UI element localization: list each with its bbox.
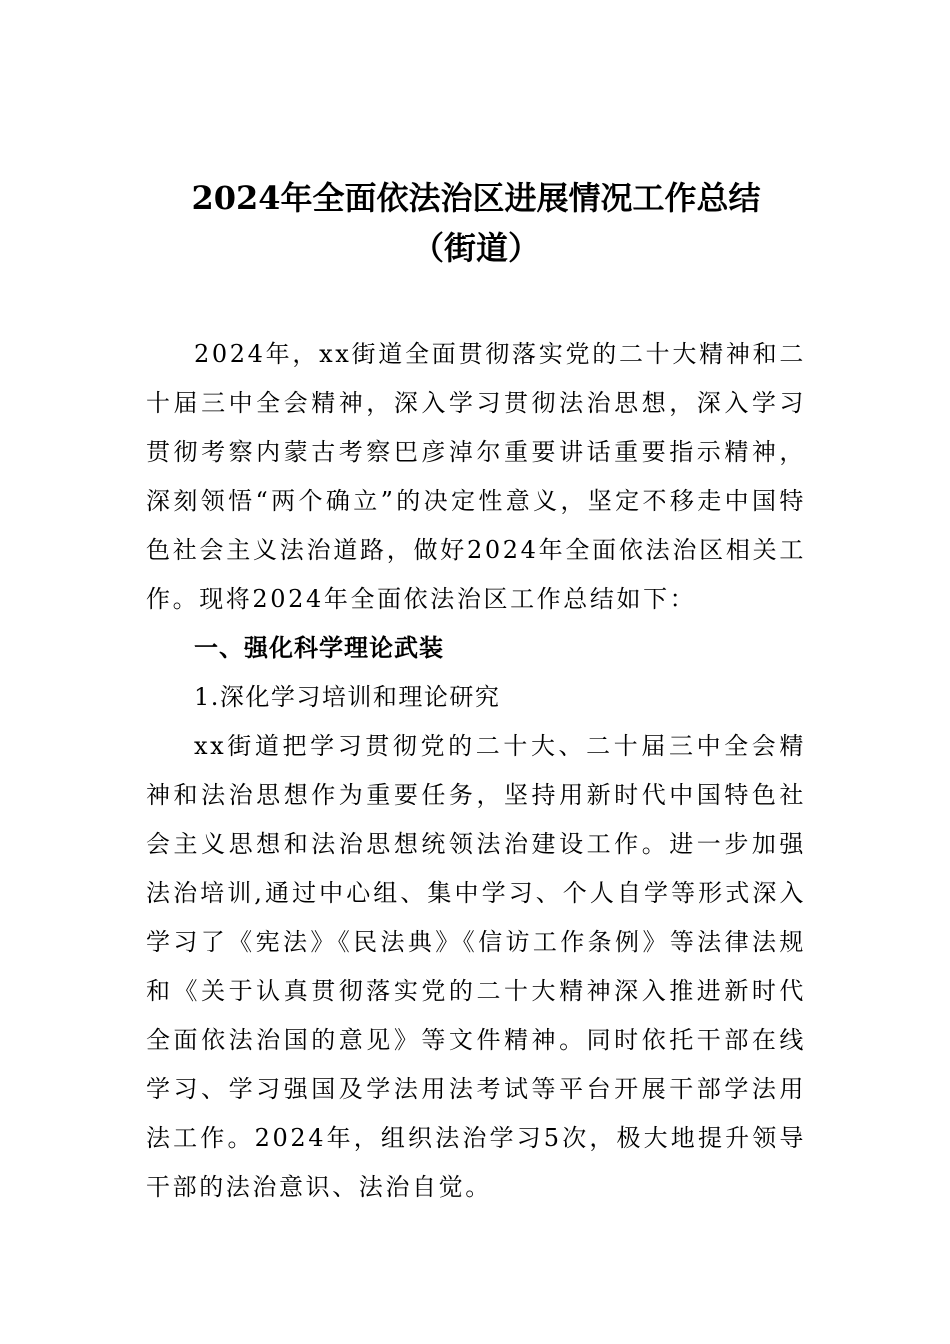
subsection-heading: 1.深化学习培训和理论研究 [194,683,501,711]
subsection-paragraph: xx街道把学习贯彻党的二十大、二十届三中全会精神和法治思想作为重要任务，坚持用新时代中国特色社会主义思想和法治思想统领法治建设工作。进一步加强法治培训,通过中心组、集中学习、个人自学等形式深入学习了《宪法》《民法典》《信访工作条例》等法律法规和《关于认真贯彻落实党的二十大精神深入推进新时代全面依法治国的意见》等文件精神。同时依托干部在线学习、学习强国及学法用法考试等平台开展干部学法用法工作。2024年，组织法治学习5次，极大地提升领导干部的法治意识、法治自觉。 [146,732,806,1201]
document-subtitle: （街道） [411,229,540,267]
document-body [146,330,806,1212]
intro-paragraph: 2024年，xx街道全面贯彻落实党的二十大精神和二十届三中全会精神，深入学习贯彻法治思想，深入学习贯彻考察内蒙古考察巴彦淖尔重要讲话重要指示精神，深刻领悟“两个确立”的决定性意义，坚定不移走中国特色社会主义法治道路，做好2024年全面依法治区相关工作。现将2024年全面依法治区工作总结如下： [146,340,806,613]
document-title: 2024年全面依法治区进展情况工作总结 [191,179,761,217]
section-heading: 一、强化科学理论武装 [194,634,444,662]
